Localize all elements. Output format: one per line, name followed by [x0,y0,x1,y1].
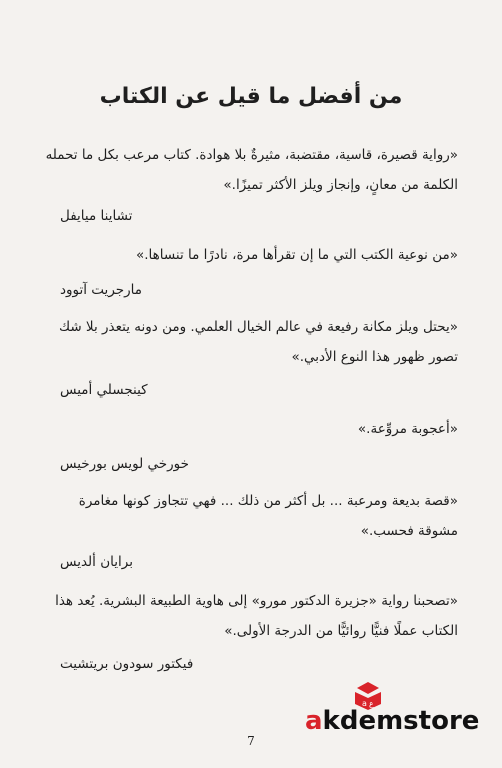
quote-3-author: كينجسلي أميس [60,382,148,398]
watermark-brand: akdemstore [305,706,480,736]
quote-2-author: مارجريت آتوود [60,282,142,298]
quote-3: «يحتل ويلز مكانة رفيعة في عالم الخيال العلمي. ومن دونه يتعذر بلا شك تصور ظهور هذا النوع الأدبي.» [58,319,458,365]
page-title: من أفضل ما قيل عن الكتاب [99,84,403,109]
quote-4: «أعجوبة مروِّعة.» [357,421,458,437]
quote-2: «من نوعية الكتب التي ما إن تقرأها مرة، نادرًا ما تنساها.» [135,247,458,263]
svg-text:ع: ع [369,699,374,708]
quote-5: «قصة بديعة ومرعبة ... بل أكثر من ذلك ... فهي تتجاوز كونها مغامرة مشوقة فحسب.» [78,493,458,539]
quote-4-author: خورخي لويس بورخيس [60,456,189,472]
quote-1-author: تشاينا ميايفل [60,208,133,224]
quote-6: «تصحبنا رواية «جزيرة الدكتور مورو» إلى هاوية الطبيعة البشرية. يُعد هذا الكتاب عملًا فنيًّا روائيًّا من الدرجة الأولى.» [55,593,458,639]
quote-6-author: فيكتور سودون بريتشيت [60,656,194,672]
page-number: 7 [247,734,255,748]
quote-5-author: برايان ألديس [60,554,133,570]
watermark-logo [305,682,480,742]
quote-1: «رواية قصيرة، قاسية، مقتضبة، مثيرةٌ بلا هوادة. كتاب مرعب بكل ما تحمله الكلمة من معانٍ، وإنجاز ويلز الأكثر تميزًا.» [45,147,458,193]
svg-text:a: a [362,699,367,708]
